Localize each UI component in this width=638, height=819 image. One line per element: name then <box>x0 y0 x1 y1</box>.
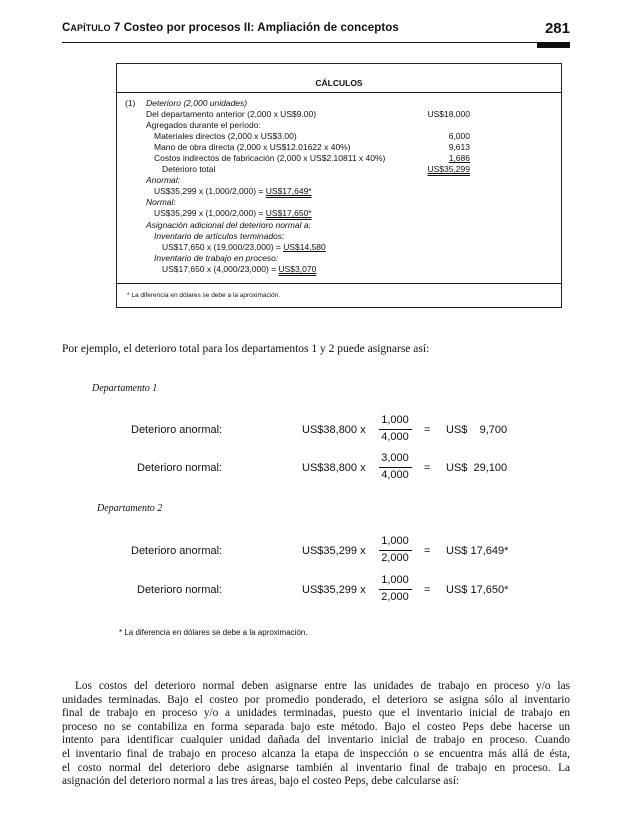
normal-formula: US$35,299 x (1,000/2,000) = <box>154 208 266 218</box>
fg-calc <box>162 242 326 252</box>
paragraph-line: unidades terminadas. Bajo el costeo por promedio ponderado, el deterioro se asigna sólo al inventario <box>62 693 570 706</box>
dept1-normal-numerator: 3,000 <box>381 452 409 464</box>
assign-label: Asignación adicional del deterioro normal a: <box>146 220 311 230</box>
added-label: Agregados durante el período: <box>146 120 261 130</box>
item-title: Deterioro (2,000 unidades) <box>146 98 248 108</box>
page-number: 281 <box>544 20 570 37</box>
dept2-abnormal-base: US$35,299 x <box>302 545 366 557</box>
calculations-title: CÁLCULOS <box>315 78 363 88</box>
item-number: (1) <box>125 98 136 108</box>
normal-label: Normal: <box>146 197 176 207</box>
materials-label: Materiales directos (2,000 x US$3.00) <box>154 131 297 141</box>
paragraph-line: final de trabajo en proceso y/o a unidades terminadas, puesto que el inventario inicial de trabajo en <box>62 707 570 720</box>
fg-formula: US$17,650 x (19,000/23,000) = <box>162 242 284 252</box>
total-amount: US$35,299 <box>427 164 470 174</box>
dept1-abnormal-result: US$ 9,700 <box>446 424 508 436</box>
labor-label: Mano de obra directa (2,000 x US$12.01622 x 40%) <box>154 142 351 152</box>
dept2-normal-fraction-bar <box>379 589 412 590</box>
overhead-label: Costos indirectos de fabricación (2,000 x US$2.10811 x 40%) <box>154 153 386 163</box>
prev-dept-label: Del departamento anterior (2,000 x US$9.00) <box>146 109 317 119</box>
dept2-abnormal-fraction-bar <box>379 550 412 551</box>
dept2-abnormal-name: Deterioro anormal: <box>131 545 223 557</box>
calculations-footnote: * La diferencia en dólares se debe a la aproximación. <box>127 292 281 299</box>
wip-formula: US$17,650 x (4,000/23,000) = <box>162 264 279 274</box>
department-2-label: Departamento 2 <box>97 503 163 514</box>
overhead-amount: 1,686 <box>448 153 470 163</box>
dept1-normal-base: US$38,800 x <box>302 462 366 474</box>
body-paragraph <box>62 680 570 789</box>
fg-result: US$14,580 <box>283 242 326 252</box>
normal-calc <box>154 208 312 218</box>
dept1-abnormal-numerator: 1,000 <box>381 414 409 426</box>
dept1-abnormal-base: US$38,800 x <box>302 424 366 436</box>
wip-result: US$3,070 <box>278 264 317 274</box>
dept2-abnormal-equals: = <box>424 545 431 557</box>
header-tab-marker <box>537 43 570 48</box>
paragraph-line: el inventario final de trabajo en proceso alcanza la etapa de inspección o se encuentra más allá de ésta, <box>62 747 570 760</box>
calculations-box <box>116 63 562 308</box>
abnormal-label: Anormal: <box>146 175 181 185</box>
dept1-normal-denominator: 4,000 <box>381 469 409 481</box>
labor-amount: 9,613 <box>448 142 470 152</box>
paragraph-line: proceso no se contabiliza en forma separada bajo este método. Bajo el costeo Peps debe hacerse un <box>62 720 570 733</box>
department-1-label: Departamento 1 <box>92 383 158 394</box>
intro-sentence: Por ejemplo, el deterioro total para los departamentos 1 y 2 puede asignarse así: <box>62 343 430 355</box>
dept1-normal-name: Deterioro normal: <box>137 462 222 474</box>
paragraph-line: el costo normal del deterioro debe asignarse también al inventario final de trabajo en proceso. La <box>62 761 570 774</box>
normal-result: US$17,650* <box>265 208 312 218</box>
dept1-abnormal-denominator: 4,000 <box>381 431 409 443</box>
dept1-abnormal-fraction-bar <box>379 429 412 430</box>
calculations-foot-rule <box>117 283 561 284</box>
chapter-title-rest: 7 Costeo por procesos II: Ampliación de conceptos <box>110 22 399 34</box>
abnormal-calc <box>154 186 312 196</box>
dept2-normal-numerator: 1,000 <box>381 574 409 586</box>
dept1-abnormal-name: Deterioro anormal: <box>131 424 223 436</box>
calculations-title-rule <box>117 92 561 93</box>
abnormal-formula: US$35,299 x (1,000/2,000) = <box>154 186 266 196</box>
dept2-normal-equals: = <box>424 584 431 596</box>
paragraph-line: asignación del deterioro normal a las tres áreas, bajo el costeo Peps, debe calcularse así: <box>62 775 460 788</box>
dept1-normal-fraction-bar <box>379 467 412 468</box>
dept2-normal-result: US$ 17,650* <box>446 584 509 596</box>
chapter-cap: C <box>62 22 71 34</box>
header-rule <box>62 42 570 43</box>
dept2-abnormal-numerator: 1,000 <box>381 535 409 547</box>
dept1-normal-equals: = <box>424 462 431 474</box>
wip-calc <box>162 264 316 274</box>
dept2-abnormal-result: US$ 17,649* <box>446 545 509 557</box>
materials-amount: 6,000 <box>448 131 470 141</box>
wip-label: Inventario de trabajo en proceso: <box>154 253 279 263</box>
dept1-abnormal-equals: = <box>424 424 431 436</box>
prev-dept-amount: US$18,000 <box>427 109 470 119</box>
chapter-small-caps: APÍTULO <box>70 23 111 33</box>
paragraph-line: Los costos del deterioro normal deben asignarse entre las unidades de trabajo en proceso y/o las <box>75 680 570 692</box>
allocation-footnote: * La diferencia en dólares se debe a la aproximación. <box>119 628 308 637</box>
fg-label: Inventario de artículos terminados: <box>154 231 285 241</box>
page-header <box>62 20 570 40</box>
paragraph-line: intento para identificar cualquier unidad dañada del inventario inicial de trabajo en proceso. Cuando <box>62 734 570 747</box>
dept2-abnormal-denominator: 2,000 <box>381 552 409 564</box>
chapter-title <box>62 22 399 34</box>
dept2-normal-base: US$35,299 x <box>302 584 366 596</box>
dept2-normal-denominator: 2,000 <box>381 591 409 603</box>
total-label: Deterioro total <box>162 164 216 174</box>
abnormal-result: US$17,649* <box>265 186 312 196</box>
dept2-normal-name: Deterioro normal: <box>137 584 222 596</box>
dept1-normal-result: US$ 29,100 <box>446 462 508 474</box>
